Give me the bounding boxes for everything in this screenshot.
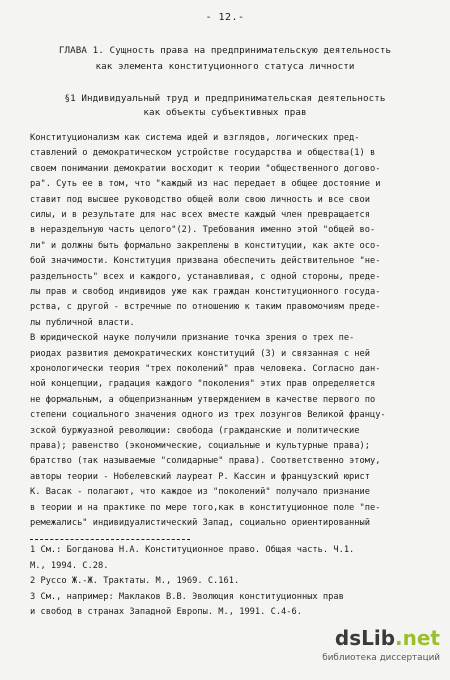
footnote-line: М., 1994. С.28. — [30, 560, 109, 571]
body-line: ставит под высшее руководство общей воли свою личность и все свои — [30, 194, 370, 205]
body-line: братство (так называемые "солидарные" права). Соответственно этому, — [30, 456, 381, 467]
body-line: авторы теории - Нобелевский лауреат Р. Кассин и французский юрист — [30, 471, 370, 482]
body-line: риодах развития демократических конституций (3) и связанная с ней — [30, 348, 370, 359]
body-line: хронологически теория "трех поколений" прав человека. Согласно дан- — [30, 364, 381, 374]
dslib-watermark[interactable] — [310, 626, 440, 670]
footnote-line: 3 См., например: Маклаков В.В. Эволюция конституционных прав — [30, 591, 344, 602]
body-line: ремежались" индивидуалистический Запад, социально ориентированный — [30, 518, 370, 528]
body-line: права); равенство (экономические, социальные и культурные права); — [30, 441, 370, 451]
body-line: ра". Суть ее в том, что "каждый из нас передает в общее достояние и — [30, 179, 381, 190]
watermark-logo: dsLib.net — [334, 626, 440, 650]
body-line: ной концепции, градация каждого "поколения" этих прав определяется — [30, 379, 376, 390]
body-line: своем понимании демократии восходит к теории "общественного догово- — [30, 163, 381, 174]
body-line: ставлений о демократическом устройстве государства и общества(1) в — [30, 148, 376, 159]
body-line: лы публичной власти. — [30, 317, 135, 328]
footnote-line: и свобод в странах Западной Европы. М., 1991. С.4-6. — [30, 607, 302, 617]
body-line: рства, с другой - встречные по отношению к таким правомочиям преде- — [30, 302, 381, 313]
section-heading-line: §1 Индивидуальный труд и предпринимательская деятельность — [64, 93, 386, 104]
body-line: ли" и должны быть формально закреплены в конституции, как акте осо- — [30, 240, 381, 251]
footnote-separator — [30, 539, 190, 540]
body-line: К. Васак - полагают, что каждое из "поколений" получало признание — [30, 487, 370, 498]
body-line: В юридической науке получили признание точка зрения о трех пе- — [30, 333, 355, 344]
body-line: в теории и на практике по мере того,как в конституционное поле "пе- — [30, 502, 381, 513]
body-line: не формальным, а общепризнанным утверждением в качестве первого по — [30, 394, 376, 405]
body-line: зской буржуазной революции: свобода (гражданские и политические — [30, 425, 360, 436]
body-line: Конституционализм как система идей и взглядов, логических пред- — [30, 133, 360, 143]
chapter-heading-line: как элемента конституционного статуса личности — [95, 61, 355, 72]
chapter-heading-line: ГЛАВА 1. Сущность права на предпринимательскую деятельность — [58, 45, 392, 56]
body-line: бой значимости. Конституция призвана обеспечить действительное "не- — [30, 256, 381, 267]
body-line: в неразделъную часть целого"(2). Требования именно этой "общей во- — [30, 225, 376, 236]
body-line: лы прав и свобод индивидов уже как граждан конституционного госуда- — [30, 287, 381, 297]
body-line: силы, и в результате для нас всех вместе каждый член превращается — [30, 210, 370, 220]
watermark-caption: библиотека диссертаций — [322, 653, 440, 663]
page-number: - 12.- — [205, 12, 245, 23]
section-heading-line: как объекты субъективных прав — [143, 107, 307, 118]
body-line: разделъность" всех и каждого, устанавливая, с одной стороны, преде- — [30, 271, 381, 282]
footnote-line: 1 См.: Богданова Н.А. Конституционное право. Общая часть. Ч.1. — [30, 545, 355, 555]
footnote-line: 2 Руссо Ж.-Ж. Трактаты. М., 1969. С.161. — [30, 576, 240, 586]
body-line: степени социального значения одного из трех лозунгов Великой францу- — [30, 410, 386, 421]
